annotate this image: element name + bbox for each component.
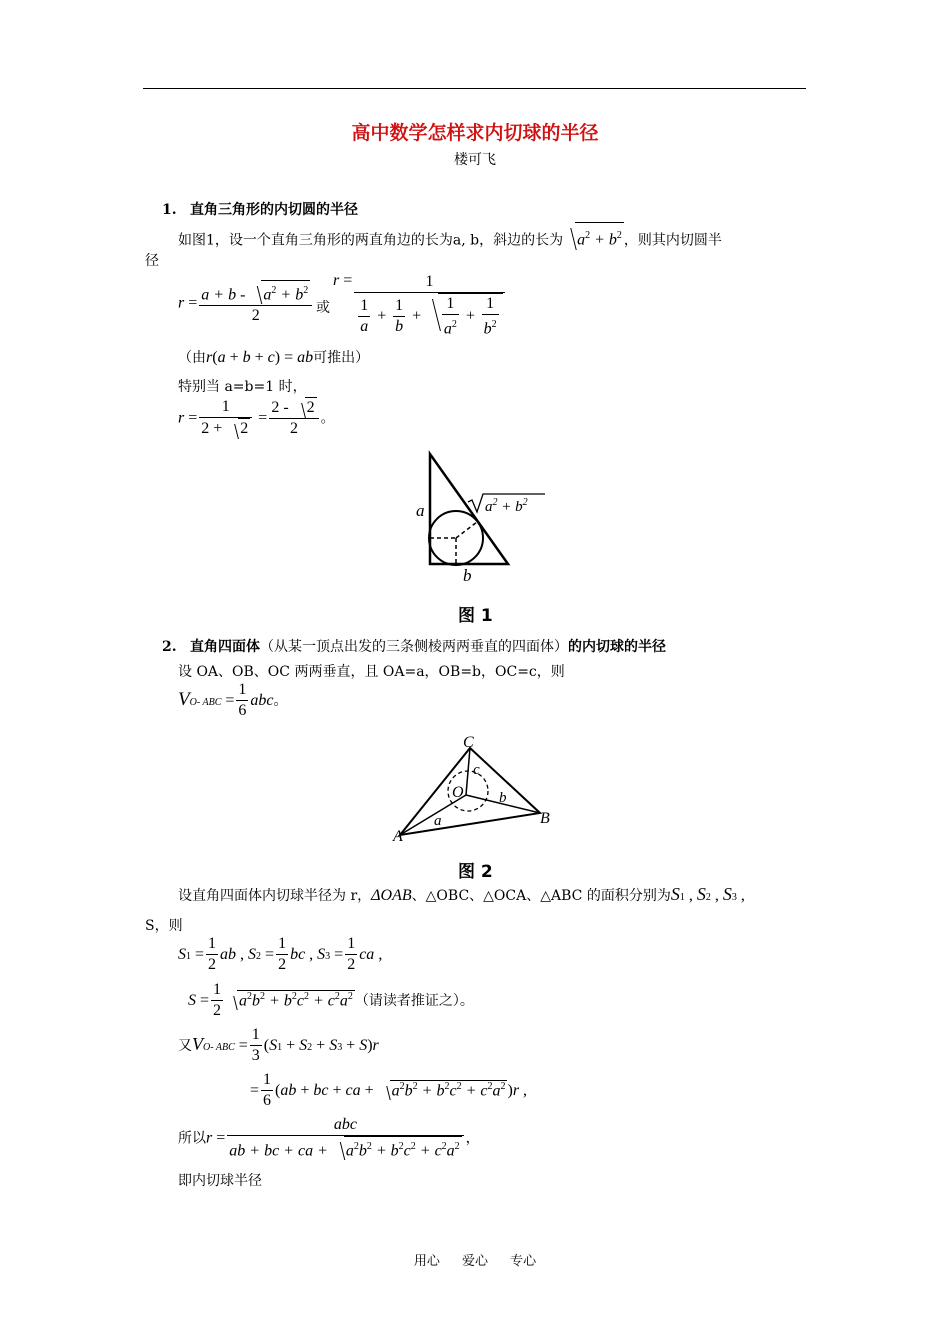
page-footer: 用心 爱心 专心 xyxy=(413,1254,537,1269)
figure-2-label-a: a xyxy=(434,813,442,829)
figure-2-label-A: A xyxy=(393,828,403,845)
figure-1-label-b: b xyxy=(463,566,472,585)
section2-setup: 设 OA、OB、OC 两两垂直，且 OA=a，OB=b，OC=c，则 xyxy=(178,664,565,680)
figure-1-triangle xyxy=(405,450,555,590)
or-word: 或 xyxy=(316,300,330,316)
page-title: 高中数学怎样求内切球的半径 xyxy=(351,122,599,144)
author: 楼可飞 xyxy=(454,152,496,168)
section2-heading: 2. 直角四面体（从某一顶点出发的三条侧棱两两垂直的四面体）的内切球的半径 xyxy=(162,639,666,655)
special-case-formula: r = $\frac{1}{2 + 2}$ = $\frac{2 - 2}{2}$ 。 xyxy=(178,398,335,437)
conclusion-text: 即内切球半径 xyxy=(178,1173,262,1189)
figure-2-caption: 图 2 xyxy=(458,862,493,882)
figure-2-label-C: C xyxy=(463,734,474,751)
derivation-note: （由r(a + b + c) = ab可推出） xyxy=(178,349,370,366)
section1-paragraph-cont: 径 xyxy=(145,253,159,269)
base-area-formula: S = $\frac{1}{2}$ $a^2b^2 + b^2c^2 + c^2a^2$ （请读者推证之）。 xyxy=(188,981,474,1019)
section1-heading: 1. 直角三角形的内切圆的半径 xyxy=(162,202,358,218)
hypotenuse-formula: $a^2 + b^2$ xyxy=(564,222,624,253)
section2-paragraph: 设直角四面体内切球半径为 r，ΔOAB、△OBC、△OCA、△ABC 的面积分别为S1 , S2 , S3 , xyxy=(178,884,745,904)
figure-2-label-O: O xyxy=(452,784,464,801)
figure-1-caption: 图 1 xyxy=(458,606,493,626)
inradius-result-formula: 所以r = $\frac{\text{abc}}{ab + bc + ca + a^2b^2 + b^2c^2 + c^2a^2}$ ， xyxy=(178,1116,480,1160)
volume-expanded-formula: = $\frac{1}{6}$ (ab + bc + ca + $a^2b^2 + b^2c^2 + c^2a^2$ )r , xyxy=(250,1071,528,1109)
figure-2-tetrahedron xyxy=(388,733,568,848)
face-areas-formula: S1 = $\frac{1}{2}$ ab , S2 = $\frac{1}{2}$ bc , S3 = $\frac{1}{2}$ ca , xyxy=(178,935,383,973)
inradius-formula-2: r = 1 $\frac{1}{a}$ + $\frac{1}{b}$ + $\frac{1}{a^2}$ + $\frac{1}{b^2}$ xyxy=(333,270,507,339)
section1-paragraph: 如图1，设一个直角三角形的两直角边的长为a, b，斜边的长为 $a^2 + b^2$ ，则其内切圆半 xyxy=(178,222,722,253)
special-case: 特别当 a=b=1 时， xyxy=(178,379,307,395)
volume-formula: VO- ABC = $\frac{1}{6}$ abc。 xyxy=(178,681,288,719)
inradius-formula-1: r = $\frac{a + b - a^2 + b^2}{2}$ xyxy=(178,280,314,326)
svg-text:a2 + b2: $a^2 + b^2$ xyxy=(485,497,528,515)
figure-2-label-b: b xyxy=(499,790,507,806)
figure-2-label-c: c xyxy=(473,762,480,778)
figure-1-label-a: a xyxy=(416,501,425,520)
header-rule xyxy=(143,88,806,89)
figure-2-label-B: B xyxy=(540,810,550,827)
volume-decomposition-formula: 又VO- ABC = $\frac{1}{3}$ (S1 + S2 + S3 + S)r xyxy=(178,1026,379,1064)
section2-paragraph-cont: S，则 xyxy=(145,918,183,934)
